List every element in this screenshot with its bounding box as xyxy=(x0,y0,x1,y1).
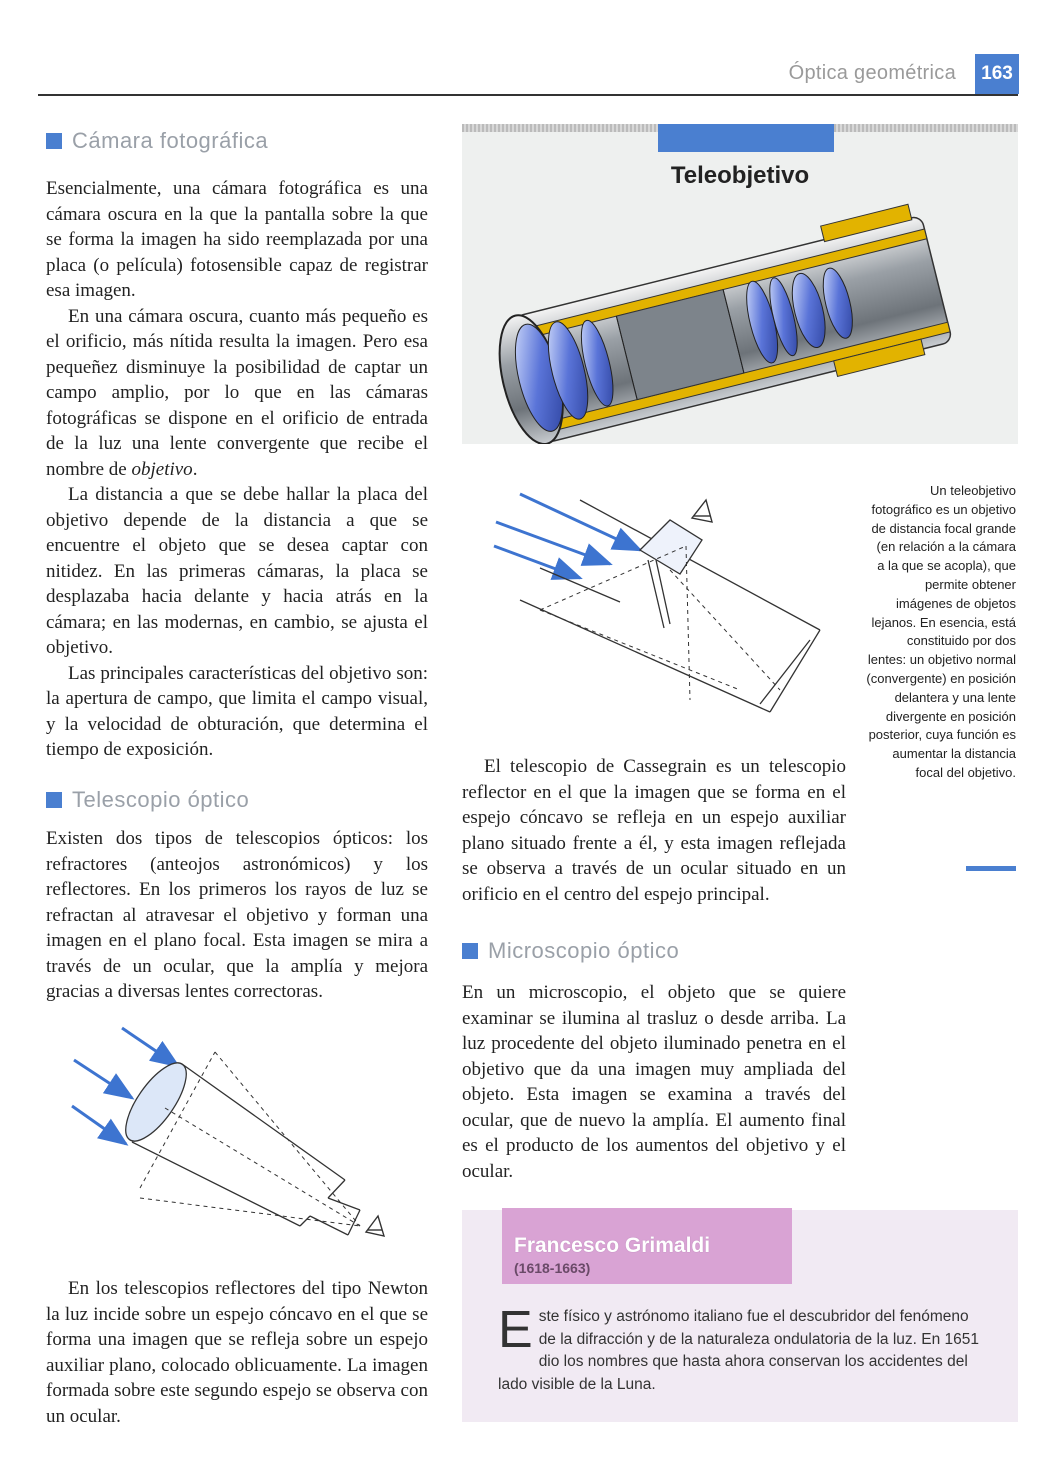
paragraph: En los telescopios reflectores del tipo Newton la luz incide sobre un espejo cóncavo en el que se forma una imagen que se refleja sobre un espejo auxiliar plano, colocado oblicuamente. La imagen formada sobre este segundo espejo se observa con un ocular. xyxy=(46,1278,428,1427)
telescope-tube xyxy=(115,1054,360,1235)
paragraph: Esencialmente, una cámara fotográfica es una cámara oscura en la que la pantalla sobre la que se forma la imagen ha sido reemplazada por una placa (o película) fotosensible capaz de registrar esa imagen. xyxy=(46,178,428,301)
section-title: Microscopio óptico xyxy=(488,938,680,963)
term-objetivo: objetivo xyxy=(131,458,193,480)
section-square-icon xyxy=(46,133,62,149)
biography-name: Francesco Grimaldi xyxy=(514,1234,711,1257)
section-heading-microscopio xyxy=(462,938,679,964)
eye-icon xyxy=(692,500,712,522)
biography-dates: (1618-1663) xyxy=(514,1260,591,1276)
section-square-icon xyxy=(462,943,478,959)
section-square-icon xyxy=(46,792,62,808)
telescope-tube xyxy=(520,500,820,712)
caption-accent-bar xyxy=(966,866,1016,871)
section-heading-camara xyxy=(46,128,268,154)
paragraph: Las principales características del objetivo son: la apertura de campo, que limita el campo visual, y la velocidad de obturación, que determina el tiempo de exposición. xyxy=(46,662,428,760)
camara-text xyxy=(46,176,428,763)
paragraph: La distancia a que se debe hallar la placa del objetivo depende de la distancia a que se encuentre el objeto que se desea captar con nitidez. En las primeras cámaras, la placa se desplazaba hacia delante y hacia atrás en la cámara; en las modernas, en cambio, se ajusta el objetivo. xyxy=(46,484,428,658)
paragraph: En un microscopio, el objeto que se quiere examinar se ilumina al trasluz o desde arriba. La luz procedente del objeto iluminado penetra en el objetivo que da una imagen muy ampliada del objeto. Esta imagen se examina a través del ocular, que de nuevo la amplía. El aumento final es el producto de los aumentos del objetivo y el ocular. xyxy=(462,982,846,1182)
light-path-dashed xyxy=(540,546,780,700)
biography-text xyxy=(498,1301,988,1396)
telescopio-text xyxy=(46,826,428,1005)
teleobjetivo-figure xyxy=(462,124,1018,444)
section-heading-telescopio xyxy=(46,787,249,813)
refractor-diagram xyxy=(60,1020,420,1260)
header-rule xyxy=(38,94,1018,96)
microscopio-text xyxy=(462,980,846,1184)
running-title: Óptica geométrica xyxy=(788,62,956,84)
biography-name-box xyxy=(502,1208,792,1284)
biography-body: ste físico y astrónomo italiano fue el descubridor del fenómeno de la difracción y de la naturaleza ondulatoria de la luz. En 1651 dio los nombres que hasta ahora conservan los accidentes del lado visible de la Luna. xyxy=(498,1308,980,1393)
eye-icon xyxy=(366,1216,384,1236)
paragraph: Existen dos tipos de telescopios ópticos: los refractores (anteojos astronómicos) y los reflectores. En los primeros los rayos de luz se refractan al atravesar el objetivo y forman una imagen en el plano focal. Esta imagen se mira a través de un ocular, que la amplía y mejora gracias a diversas lentes correctoras. xyxy=(46,828,428,1002)
cassegrain-diagram xyxy=(480,490,840,720)
biography-box xyxy=(462,1210,1018,1422)
paragraph: En una cámara oscura, cuanto más pequeño es el orificio, más nítida resulta la imagen. Pero esa pequeñez disminuye la posibilidad de captar un campo amplio, por lo que en las cámaras fotográficas se dispone en el orificio de entrada de la luz una lente convergente que recibe el nombre de objetivo. xyxy=(46,305,428,480)
teleobjetivo-caption: Un teleobjetivo fotográfico es un objetivo de distancia focal grande (en relación a la cámara a la que se acopla), que permite obtener imágenes de objetos lejanos. En esencia, está constituido por dos lentes: un objetivo normal (convergente) en posición delantera y una lente divergente en posición posterior, cuya función es aumentar la distancia focal del objetivo. xyxy=(866,483,1016,780)
incoming-light-arrows xyxy=(494,494,640,578)
page-number: 163 xyxy=(975,54,1019,94)
figure-title: Teleobjetivo xyxy=(670,162,810,189)
newton-text xyxy=(46,1276,428,1429)
cassegrain-text xyxy=(462,754,846,907)
section-title: Telescopio óptico xyxy=(72,787,250,812)
section-title: Cámara fotográfica xyxy=(72,128,269,153)
telephoto-lens-illustration xyxy=(462,184,1018,444)
figure-tab xyxy=(658,124,834,152)
paragraph: El telescopio de Cassegrain es un telescopio reflector en el que la imagen que se forma en el espejo cóncavo se refleja en un espejo auxiliar plano situado frente a él, y esta imagen reflejada se observa a través de un ocular situado en un orificio en el centro del espejo principal. xyxy=(462,756,846,905)
drop-cap: E xyxy=(498,1301,533,1359)
